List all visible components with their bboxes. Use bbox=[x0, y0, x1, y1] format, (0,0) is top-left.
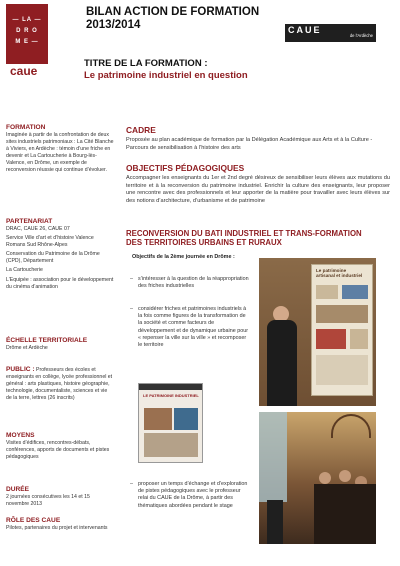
section-text bbox=[6, 366, 114, 402]
section-text: Imaginée à partir de la confrontation de deux sites industriels patrimoniaux : La Cité Blanche à Viviers, en Ardèche : témoin d’une friche en devenir et La Cartoucherie à Bourg-lès-Valence, en Drôme, un exemple de reconversion réussie qui continue d’évoluer. bbox=[6, 132, 114, 174]
visitor-head bbox=[319, 472, 331, 484]
objectives-label: Objectifs de la 2ème journée en Drôme : bbox=[132, 254, 235, 260]
section-public bbox=[6, 366, 114, 402]
public-text: Professeurs des écoles et enseignants en collège, lycée professionnel et général : arts plastiques, histoire géographie, technologie, documentaliste, sciences et vie de la terre, lettres (26 inscrits) bbox=[6, 367, 113, 402]
bullet-item bbox=[130, 481, 250, 510]
visitor-silhouette bbox=[267, 500, 283, 544]
section-text: Drôme et Ardèche bbox=[6, 345, 48, 351]
caue-ardeche-logo bbox=[285, 24, 376, 42]
speaker-body bbox=[267, 320, 297, 406]
reconversion-heading-line2: DES TERRITOIRES URBAINS ET RURAUX bbox=[126, 238, 282, 247]
section-heading: RÔLE DES CAUE bbox=[6, 517, 61, 524]
page-title-line2: 2013/2014 bbox=[86, 19, 141, 31]
bullet-text: s’intéresser à la question de la réappropriation des friches industrielles bbox=[138, 276, 249, 290]
poster-title-line2: artisanal et industriel bbox=[316, 273, 363, 279]
formation-title: TITRE DE LA FORMATION : bbox=[84, 58, 208, 69]
bullet-dash: – bbox=[130, 306, 133, 312]
booklet-photo bbox=[144, 408, 172, 430]
logo-wordmark: caue bbox=[10, 64, 38, 78]
poster-title bbox=[316, 268, 362, 279]
reconversion-heading bbox=[126, 229, 392, 247]
poster-title-line1: Le patrimoine bbox=[316, 268, 347, 273]
section-text: 2 journées consécutives les 14 et 15 novembre 2013 bbox=[6, 494, 90, 508]
section-heading: FORMATION bbox=[6, 124, 46, 131]
formation-subtitle: Le patrimoine industriel en question bbox=[84, 70, 248, 81]
objectifs-heading: OBJECTIFS PÉDAGOGIQUES bbox=[126, 163, 245, 173]
bullet-item bbox=[130, 306, 250, 349]
section-text: Visites d’édifices, rencontres-débats, conférences, apports de documents et pistes pédagogiques bbox=[6, 440, 110, 461]
exhibition-poster bbox=[311, 264, 373, 396]
partner-line: Service Ville d’art et d’histoire Valence Romans Sud Rhône-Alpes bbox=[6, 235, 94, 249]
poster-image bbox=[316, 285, 338, 299]
speaker-photo bbox=[259, 258, 376, 406]
poster-image bbox=[342, 285, 368, 299]
reconversion-heading-line1: RECONVERSION DU BATI INDUSTRIEL ET TRANS-FORMATION bbox=[126, 229, 362, 238]
cadre-heading: CADRE bbox=[126, 125, 156, 135]
partner-line: Conservation du Patrimoine de la Drôme (CPD), Département bbox=[6, 251, 100, 265]
bullet-text: proposer un temps d’échange et d’exploration de pistes pédagogiques avec le professeur relai du CAUE de la Drôme, à partir des thématiques abordées pendant le stage bbox=[138, 481, 248, 509]
section-heading: DURÉE bbox=[6, 486, 30, 493]
booklet-title: LE PATRIMOINE INDUSTRIEL bbox=[143, 393, 199, 398]
section-text: Pilotes, partenaires du projet et intervenants bbox=[6, 525, 108, 531]
poster-image bbox=[316, 329, 346, 349]
visitor-head bbox=[339, 470, 351, 482]
bullet-item bbox=[130, 276, 250, 290]
poster-image bbox=[316, 305, 368, 323]
caue-logo-subtitle: de l'Ardèche bbox=[349, 33, 373, 38]
logo-line: D R O bbox=[16, 28, 38, 34]
poster-image bbox=[350, 329, 368, 349]
bullet-dash: – bbox=[130, 481, 133, 487]
section-echelle bbox=[6, 337, 114, 352]
visitor-group bbox=[314, 484, 376, 544]
section-duree bbox=[6, 486, 114, 508]
section-role bbox=[6, 517, 114, 532]
section-moyens bbox=[6, 432, 114, 461]
section-heading: PUBLIC : bbox=[6, 366, 35, 373]
booklet-cover-image bbox=[138, 383, 203, 463]
bullet-dash: – bbox=[130, 276, 133, 282]
window-light bbox=[259, 412, 287, 502]
page-title-line1: BILAN ACTION DE FORMATION bbox=[86, 6, 260, 18]
group-visit-photo bbox=[259, 412, 376, 544]
poster-text-block bbox=[316, 355, 368, 385]
partner-line: DRAC, CAUE 26, CAUE 07 bbox=[6, 226, 70, 232]
section-partenariat bbox=[6, 218, 114, 293]
booklet-photo bbox=[144, 433, 198, 457]
partner-line: L’Equipée : association pour le développement du cinéma d’animation bbox=[6, 276, 114, 290]
booklet-photo bbox=[174, 408, 198, 430]
logo-line: — LA — bbox=[12, 17, 42, 23]
caue-logo-wordmark: CAUE bbox=[288, 25, 322, 35]
booklet-top-band bbox=[139, 384, 203, 390]
page-title bbox=[86, 6, 266, 32]
cadre-text: Proposée au plan académique de formation par la Délégation Académique aux Arts et à la Culture - Parcours de sensibilisation à l’histoire des arts bbox=[126, 137, 373, 151]
section-text bbox=[6, 226, 114, 291]
logo-line: M E — bbox=[15, 39, 39, 45]
caue-drome-logo bbox=[6, 4, 48, 64]
section-heading: MOYENS bbox=[6, 432, 35, 439]
section-heading: PARTENARIAT bbox=[6, 218, 53, 225]
partner-line: La Cartoucherie bbox=[6, 267, 43, 274]
objectifs-text: Accompagner les enseignants du 1er et 2nd degré désireux de sensibiliser leurs élèves aux mutations du territoire et à la reconversion du patrimoine industriel. Enrichir la culture des enseignants, leur proposer une rencontre avec des professionnels et leur apporter de la matière pour travailler avec leurs élèves sur des notions d’architecture, d’urbanisme et de patrimoine bbox=[126, 175, 390, 204]
bullet-text: considérer friches et patrimoines industriels à la fois comme figures de la transformation de la société et comme facteurs de développement et de dynamique urbaine pour « repenser la ville sur la ville » et recomposer le territoire bbox=[138, 306, 248, 349]
section-formation bbox=[6, 124, 114, 175]
section-heading: ÉCHELLE TERRITORIALE bbox=[6, 337, 88, 344]
